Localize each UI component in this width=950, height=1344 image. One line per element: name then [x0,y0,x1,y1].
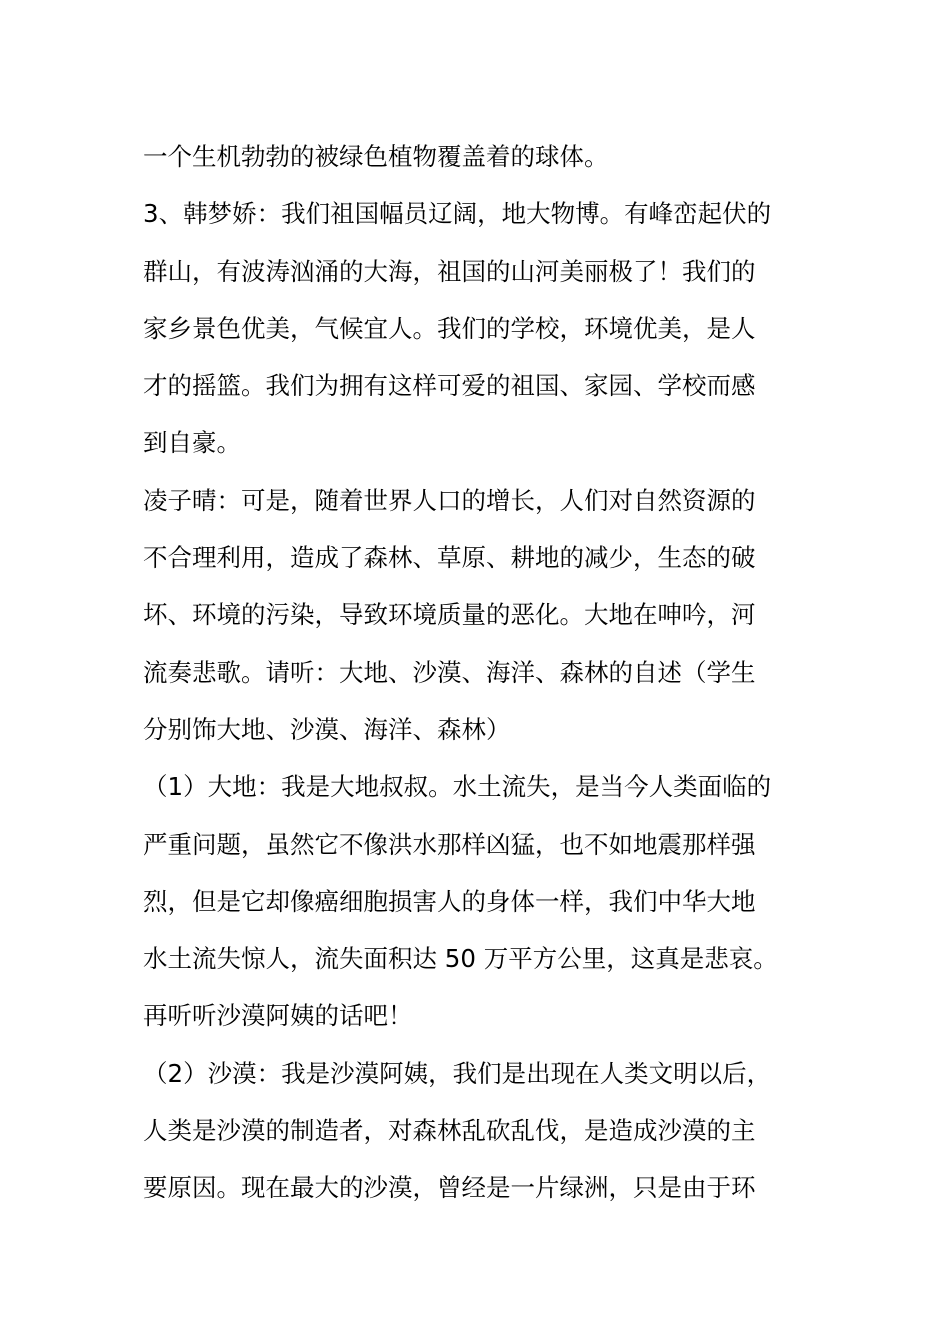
text-line: 才的摇篮。我们为拥有这样可爱的祖国、家园、学校而感 [143,371,756,401]
text-line: 要原因。现在最大的沙漠，曾经是一片绿洲，只是由于环 [143,1173,756,1203]
text-line: 水土流失惊人，流失面积达 50 万平方公里，这真是悲哀。 [143,944,778,974]
text-line: 群山，有波涛汹涌的大海，祖国的山河美丽极了！我们的 [143,256,756,286]
text-line: （2）沙漠：我是沙漠阿姨，我们是出现在人类文明以后， [143,1058,772,1088]
text-line: 流奏悲歌。请听：大地、沙漠、海洋、森林的自述（学生 [143,657,756,687]
text-line: 到自豪。 [143,428,241,458]
text-line: 家乡景色优美，气候宜人。我们的学校，环境优美，是人 [143,313,756,343]
text-line: 3、韩梦娇：我们祖国幅员辽阔，地大物博。有峰峦起伏的 [143,199,772,229]
text-line: 再听听沙漠阿姨的话吧！ [143,1001,413,1031]
text-line: 严重问题，虽然它不像洪水那样凶猛，也不如地震那样强 [143,829,756,859]
document-body [143,137,813,1226]
text-line: （1）大地：我是大地叔叔。水土流失，是当今人类面临的 [143,772,772,802]
text-line: 分别饰大地、沙漠、海洋、森林） [143,714,511,744]
text-line: 烈，但是它却像癌细胞损害人的身体一样，我们中华大地 [143,886,756,916]
text-line: 坏、环境的污染，导致环境质量的恶化。大地在呻吟，河 [143,600,756,630]
text-line: 人类是沙漠的制造者，对森林乱砍乱伐，是造成沙漠的主 [143,1116,756,1146]
text-line: 一个生机勃勃的被绿色植物覆盖着的球体。 [143,142,609,171]
text-line: 凌子晴：可是，随着世界人口的增长，人们对自然资源的 [143,485,756,515]
text-line: 不合理利用，造成了森林、草原、耕地的减少，生态的破 [143,543,756,573]
